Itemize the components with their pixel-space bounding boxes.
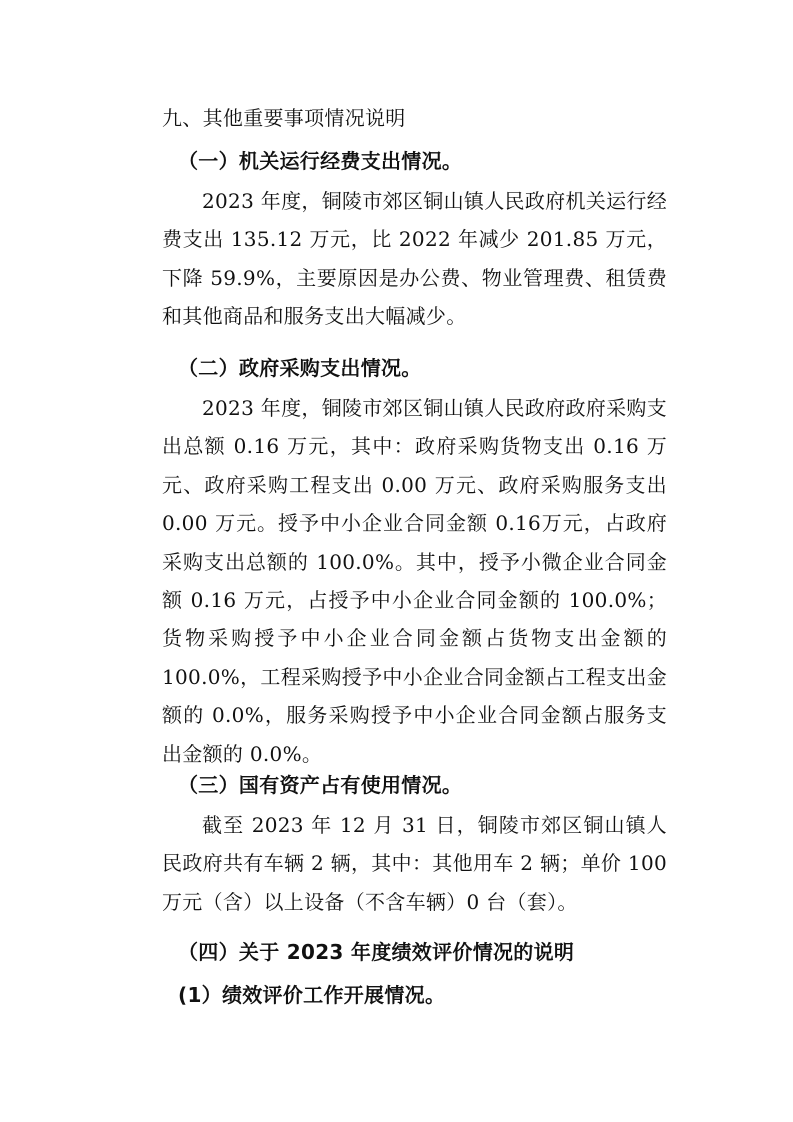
subsection-heading-3: （三）国有资产占有使用情况。 <box>178 773 463 797</box>
paragraph-operating-expenses: 2023 年度，铜陵市郊区铜山镇人民政府机关运行经费支出 135.12 万元，比 2022 年减少 201.85 万元，下降 59.9%，主要原因是办公费、物业管理费、租赁费和其他商品和服务支出大幅减少。 <box>162 189 667 329</box>
subsection-heading-2: （二）政府采购支出情况。 <box>178 356 422 380</box>
section-title: 九、其他重要事项情况说明 <box>162 106 406 130</box>
subsection-heading-1: （一）机关运行经费支出情况。 <box>178 149 463 173</box>
subsection-heading-5: (1）绩效评价工作开展情况。 <box>178 983 446 1007</box>
paragraph-government-procurement: 2023 年度，铜陵市郊区铜山镇人民政府政府采购支出总额 0.16 万元，其中：政府采购货物支出 0.16 万元、政府采购工程支出 0.00 万元、政府采购服务支出 0.00 万元。授予中小企业合同金额 0.16万元，占政府采购支出总额的 100.0%。其中，授予小微企业合同金额 0.16 万元，占授予中小企业合同金额的 100.0%；货物采购授予中小企业合同金额占货物支出金额的 100.0%，工程采购授予中小企业合同金额占工程支出金额的 0.0%，服务采购授予中小企业合同金额占服务支出金额的 0.0%。 <box>162 396 667 766</box>
paragraph-state-assets: 截至 2023 年 12 月 31 日，铜陵市郊区铜山镇人民政府共有车辆 2 辆，其中：其他用车 2 辆；单价 100 万元（含）以上设备（不含车辆）0 台（套）。 <box>162 813 667 914</box>
subsection-heading-4: （四）关于 2023 年度绩效评价情况的说明 <box>178 940 575 964</box>
